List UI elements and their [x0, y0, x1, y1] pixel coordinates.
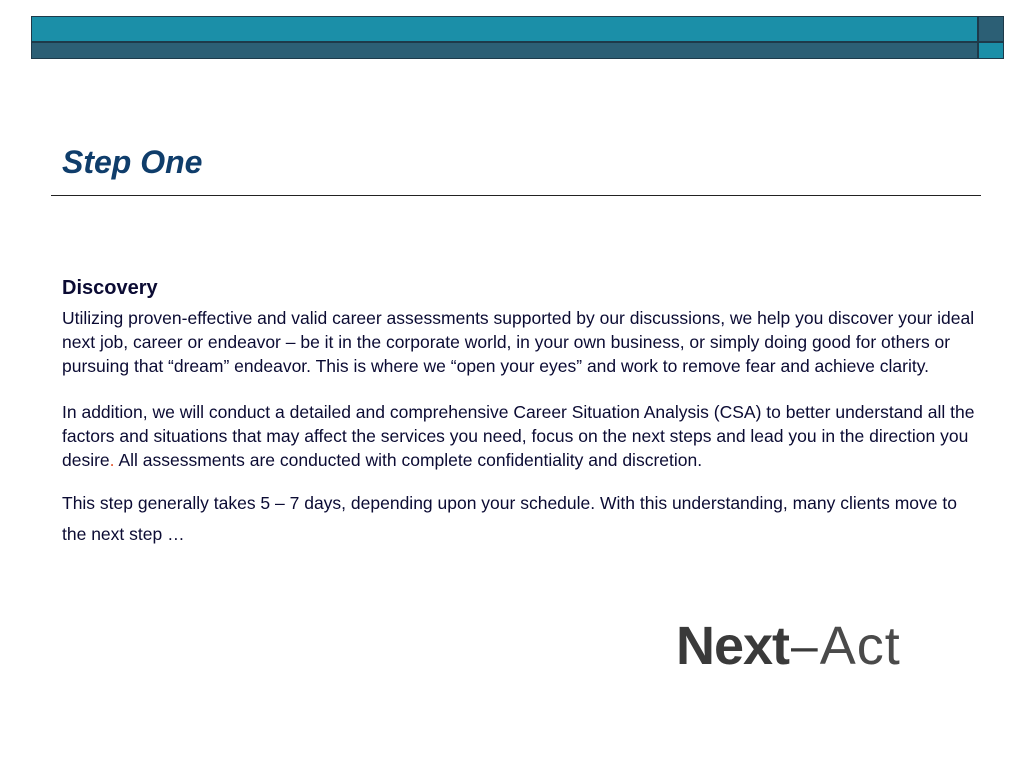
paragraph-discovery: Utilizing proven-effective and valid career assessments supported by our discussions, we help you discover your ideal next job, career or endeavor – be it in the corporate world, in your own business, or simply doing good for others or pursuing that “dream” endeavor. This is where we “open your eyes” and work to remove fear and achieve clarity. [62, 308, 975, 376]
accent-period: . [109, 450, 115, 470]
logo-act-text: Act [819, 616, 901, 676]
header-square-bottom [978, 42, 1004, 59]
paragraph-csa-end: All assessments are conducted with complete confidentiality and discretion. [114, 450, 703, 470]
section-heading: Discovery [62, 277, 158, 299]
paragraph-csa [62, 400, 977, 472]
slide-title: Step One [62, 144, 203, 180]
header-square-top [978, 16, 1004, 42]
logo-dash: – [791, 619, 818, 673]
logo-next-text: Next [676, 616, 790, 676]
title-divider [51, 195, 981, 196]
header-bar-bottom [31, 42, 978, 59]
paragraph-csa-start: In addition, we will conduct a detailed and comprehensive Career Situation Analysis (CSA) to better understand all the factors and situations that may affect the services you need, focus on the next steps and lead you in the direction you desire [62, 402, 975, 470]
slide-body [62, 275, 977, 550]
paragraph-duration: This step generally takes 5 – 7 days, depending upon your schedule. With this understanding, many clients move to the next step … [62, 493, 957, 544]
header-bar-top [31, 16, 978, 42]
next-act-logo [676, 616, 901, 676]
